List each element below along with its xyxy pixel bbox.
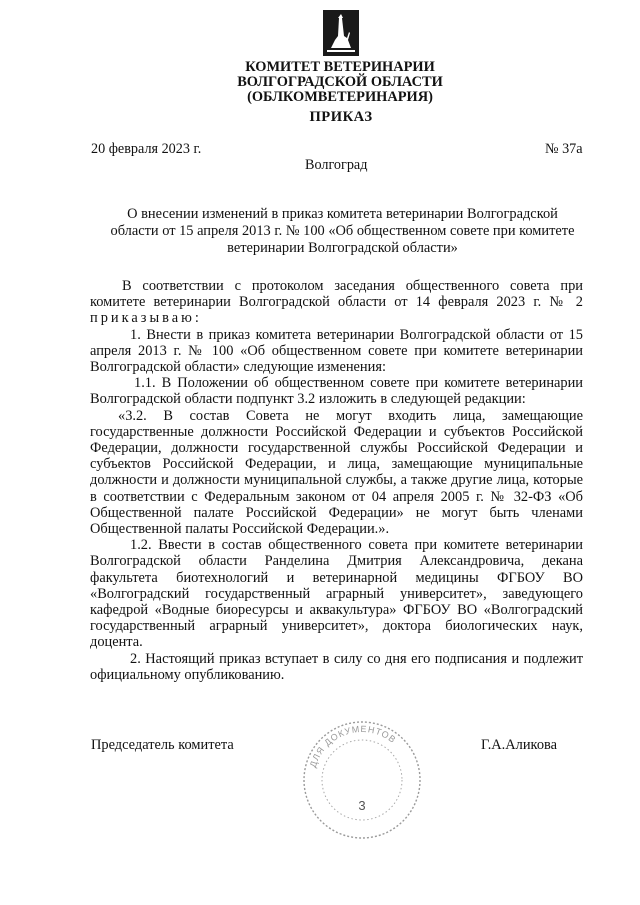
signatory-title: Председатель комитета [91,737,234,753]
paragraph-1-2: 1.2. Ввести в состав общественного совета при комитете ветеринарии Волгоградской области Ранделина Дмитрия Александровича, декана факультета биотехнологий и ветеринарной медицины ФГБОУ ВО «Волгоградский государственный аграрный университет», заведующего кафедрой «Водные биоресурсы и аквакультура» ФГБОУ ВО «Волгоградский государственный аграрный университет», доктора биологических наук, доцента. [90,537,583,651]
round-seal-stamp [300,718,424,842]
order-word: приказываю: [90,310,202,327]
intro-text: В соответствии с протоколом заседания общественного совета при комитете ветеринарии Волгоградской области от 14 февраля 2023 г. № 2 [90,278,583,311]
stamp-text: ДЛЯ ДОКУМЕНТОВ [307,723,399,769]
order-subject [95,206,590,257]
document-type: ПРИКАЗ [309,109,373,125]
paragraph-1: 1. Внести в приказ комитета ветеринарии Волгоградской области от 15 апреля 2013 г. № 100 «Об общественном совете при комитете ветеринарии Волгоградской области» следующие изменения: [90,326,583,376]
paragraph-1-1: 1.1. В Положении об общественном совете при комитете ветеринарии Волгоградской области подпункт 3.2 изложить в следующей редакции: [90,375,583,408]
intro-paragraph [90,278,583,327]
subject-line-2: области от 15 апреля 2013 г. № 100 «Об общественном совете при комитете [110,223,575,239]
subject-line-1: О внесении изменений в приказ комитета ветеринарии Волгоградской [127,206,558,222]
org-line-2: ВОЛГОГРАДСКОЙ ОБЛАСТИ [237,74,443,90]
coat-of-arms-emblem [321,8,361,58]
paragraph-2: 2. Настоящий приказ вступает в силу со дня его подписания и подлежит официальному опубликованию. [90,650,583,683]
org-line-1: КОМИТЕТ ВЕТЕРИНАРИИ [245,59,435,75]
signatory-name: Г.А.Аликова [481,737,558,753]
order-number: № 37а [545,141,583,157]
order-date: 20 февраля 2023 г. [91,141,202,157]
subject-line-3: ветеринарии Волгоградской области» [227,240,458,256]
organization-name [0,60,640,105]
svg-text:ДЛЯ ДОКУМЕНТОВ [308,724,398,769]
order-body [90,278,583,683]
org-line-3: (ОБЛКОМВЕТЕРИНАРИЯ) [247,89,433,105]
stamp-number: 3 [358,798,366,813]
paragraph-3-2: «3.2. В состав Совета не могут входить лица, замещающие государственные должности Российской Федерации и субъектов Российской Федерации, должности государственной службы Российской Федерации и субъектов Российской Федерации, и лица, замещающие муниципальные должности и должности муниципальной службы, а также другие лица, которые в соответствии с Федеральным законом от 04 апреля 2005 г. № 32-ФЗ «Об Общественной палате Российской Федерации» не могут быть членами Общественной палаты Российской Федерации.». [90,407,583,538]
city: Волгоград [305,157,368,173]
